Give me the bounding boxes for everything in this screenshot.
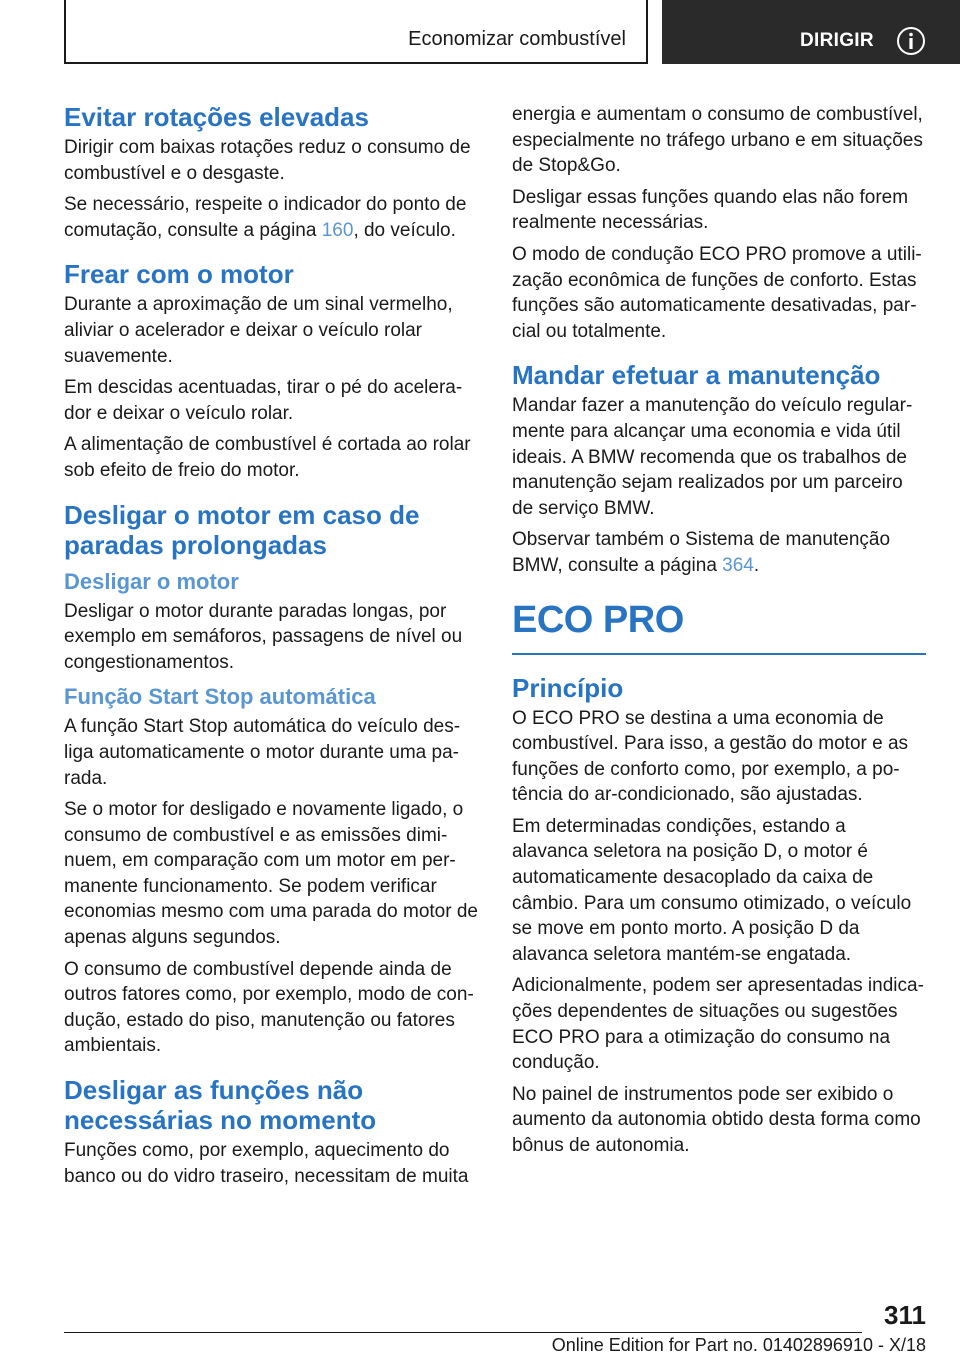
paragraph: Dirigir com baixas rotações reduz o consumo de combustível e o desgaste. xyxy=(64,137,471,184)
page-number: 311 xyxy=(884,1300,926,1330)
info-icon xyxy=(896,26,926,56)
paragraph: A função Start Stop automática do veículo desliga automaticamente o motor durante uma parada. xyxy=(64,716,461,789)
paragraph: Se o motor for desligado e novamente ligado, o consumo de combustível e as emissões diminuem, em comparação com um motor em permanente funcionamento. Se podem verificar economias mesmo com uma parada do motor de apenas alguns segundos. xyxy=(64,799,478,949)
paragraph-text: . xyxy=(753,554,760,576)
paragraph: energia e aumentam o consumo de combustível, especialmente no tráfego urbano e em situações de Stop&Go. xyxy=(512,104,923,177)
chapter-heading-eco-pro: ECO PRO xyxy=(512,597,926,655)
paragraph: Em descidas acentuadas, tirar o pé do acelerador e deixar o veículo rolar. xyxy=(64,377,463,424)
paragraph: Desligar essas funções quando elas não forem realmente necessárias. xyxy=(512,186,909,234)
heading-principle: Princípio xyxy=(512,672,624,703)
paragraph: Funções como, por exemplo, aquecimento do banco ou do vidro traseiro, necessitam de muita xyxy=(64,1140,469,1187)
page-link-364[interactable]: 364 xyxy=(722,554,754,576)
heading-maintenance: Mandar efetuar a manutenção xyxy=(512,360,881,391)
paragraph: No painel de instrumentos pode ser exibido o aumento da autonomia obtido desta forma como bônus de autonomia. xyxy=(512,1083,921,1156)
paragraph-with-link xyxy=(64,192,478,243)
paragraph-with-link xyxy=(512,527,926,578)
section-title: Economizar combustível xyxy=(408,28,626,50)
paragraph: O ECO PRO se destina a uma economia de combustível. Para isso, a gestão do motor e as funções de conforto como, por exemplo, a potência do ar-condicionado, são ajustadas. xyxy=(512,707,909,806)
header-chapter-box xyxy=(662,0,960,64)
heading-avoid-high-rpm: Evitar rotações elevadas xyxy=(64,102,369,132)
heading-switch-off-engine: Desligar o motor em caso de paradas prolongadas xyxy=(64,499,420,560)
heading-switch-off-functions: Desligar as funções não necessárias no momento xyxy=(64,1075,377,1136)
paragraph: Adicionalmente, podem ser apresentadas indicações dependentes de situações ou sugestões ECO PRO para a otimização do consumo na condução. xyxy=(512,975,924,1074)
subheading-switch-off-engine: Desligar o motor xyxy=(64,568,239,594)
header-section-box xyxy=(64,0,648,64)
subheading-start-stop: Função Start Stop automática xyxy=(64,684,376,710)
left-column xyxy=(64,102,478,1195)
paragraph: A alimentação de combustível é cortada ao rolar sob efeito de freio do motor. xyxy=(64,434,471,481)
paragraph-text: , do veículo. xyxy=(353,219,456,241)
paragraph: Em determinadas condições, estando a alavanca seletora na posição D, o motor é automaticamente desacoplado da caixa de câmbio. Para um consumo otimizado, o veículo se move em ponto morto. A posição D da alavanca seletora mantém-se engatada. xyxy=(512,815,912,965)
chapter-title: DIRIGIR xyxy=(800,30,874,51)
paragraph: Durante a aproximação de um sinal vermelho, aliviar o acelerador e deixar o veículo rolar suavemente. xyxy=(64,294,453,367)
heading-engine-braking: Frear com o motor xyxy=(64,259,294,290)
footer-divider xyxy=(64,1332,862,1333)
paragraph: Mandar fazer a manutenção do veículo regularmente para alcançar uma economia e vida útil ideais. A BMW recomenda que os trabalhos de manutenção sejam realizados por um parceiro de serviço BMW. xyxy=(512,395,913,519)
right-column xyxy=(512,102,926,1165)
paragraph-text: Se necessário, respeite o indicador do ponto de comutação, consulte a página xyxy=(64,194,467,241)
paragraph: O consumo de combustível depende ainda de outros fatores como, por exemplo, modo de condução, estado do piso, manutenção ou fatores ambientais. xyxy=(64,958,474,1057)
paragraph-text: Observar também o Sistema de manutenção BMW, consulte a página xyxy=(512,529,891,576)
paragraph: O modo de condução ECO PRO promove a utilização econômica de funções de conforto. Estas funções são automaticamente desativadas, parcial ou totalmente. xyxy=(512,243,922,342)
page-link-160[interactable]: 160 xyxy=(321,219,354,241)
footer-edition: Online Edition for Part no. 01402896910 - X/18 xyxy=(551,1335,926,1355)
paragraph: Desligar o motor durante paradas longas, por exemplo em semáforos, passagens de nível ou congestionamentos. xyxy=(64,600,463,673)
